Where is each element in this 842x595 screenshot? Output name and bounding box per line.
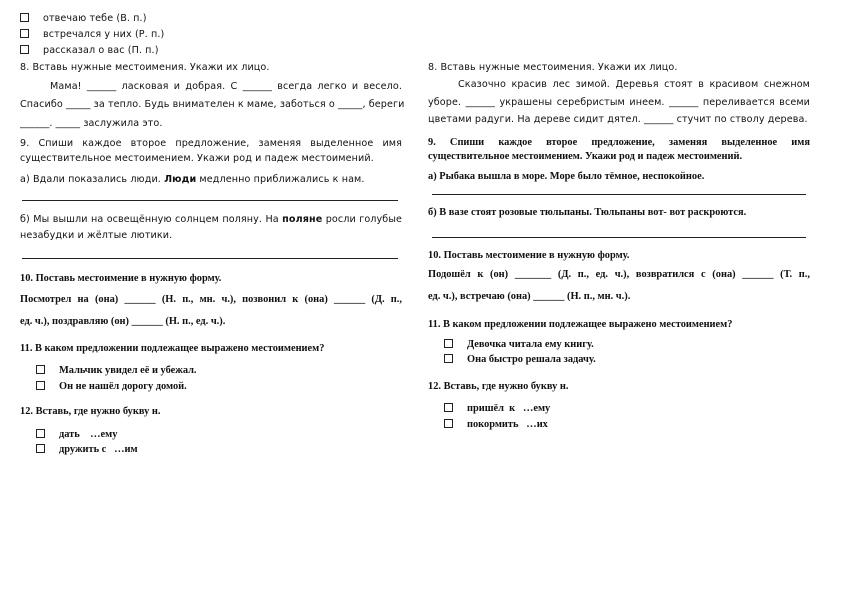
task11-title: 11. В каком предложении подлежащее выражено местоимением?	[428, 319, 733, 330]
task11-option: Девочка читала ему книгу.	[444, 338, 810, 351]
task8-line: Мама! ______ ласковая и добрая. С ______ всегда легко и весело.	[50, 81, 402, 92]
task11-option: Мальчик увидел её и убежал.	[36, 364, 402, 377]
task8-line: ______. _____ заслужила это.	[20, 118, 163, 129]
task12-option: пришёл к …ему	[444, 402, 810, 415]
task9-title: существительное местоимением. Укажи род и падеж местоимений.	[428, 151, 743, 162]
checkbox-icon[interactable]	[444, 354, 453, 363]
task10-line: ед. ч.), встречаю (она) ______ (Н. п., мн. ч.).	[428, 291, 631, 302]
task9-sentence-b: незабудки и жёлтые лютики.	[20, 230, 173, 241]
task11-option: Он не нашёл дорогу домой.	[36, 380, 402, 393]
checkbox-icon[interactable]	[20, 29, 29, 38]
task8-line: Спасибо _____ за тепло. Будь внимателен к маме, заботься о _____, береги	[20, 99, 405, 110]
task12-title: 12. Вставь, где нужно букву н.	[428, 381, 569, 392]
task8-title: 8. Вставь нужные местоимения. Укажи их лицо.	[20, 62, 270, 73]
task9-sentence-b: б) Мы вышли на освещённую солнцем поляну. На поляне росли голубые	[20, 214, 403, 225]
task9-title: существительное местоимением. Укажи род и падеж местоимений.	[20, 153, 374, 164]
task10-line: Подошёл к (он) _______ (Д. п., ед. ч.), возвратился с (она) ______ (Т. п.,	[428, 269, 810, 280]
answer-line[interactable]	[432, 237, 806, 238]
task9-sentence-b: б) В вазе стоят розовые тюльпаны. Тюльпаны вот- вот раскроются.	[428, 207, 747, 218]
task9-title: 9. Спиши каждое второе предложение, заменяя выделенное имя	[20, 138, 402, 149]
answer-line[interactable]	[22, 200, 398, 201]
task8-line: цветами радуги. На дереве сидит дятел. ______ стучит по стволу дерева.	[428, 114, 808, 125]
task8-title: 8. Вставь нужные местоимения. Укажи их лицо.	[428, 62, 678, 73]
option-checkbox-row: рассказал о вас (П. п.)	[20, 44, 402, 57]
option-checkbox-row: встречался у них (Р. п.)	[20, 28, 402, 41]
task12-option: дружить с …им	[36, 443, 402, 456]
task10-line: ед. ч.), поздравляю (он) ______ (Н. п., ед. ч.).	[20, 316, 226, 327]
task11-title: 11. В каком предложении подлежащее выражено местоимением?	[20, 343, 325, 354]
answer-line[interactable]	[22, 258, 398, 259]
checkbox-icon[interactable]	[444, 419, 453, 428]
task10-line: Посмотрел на (она) ______ (Н. п., мн. ч.), позвонил к (она) ______ (Д. п.,	[20, 294, 402, 305]
task10-title: 10. Поставь местоимение в нужную форму.	[428, 250, 630, 261]
task12-title: 12. Вставь, где нужно букву н.	[20, 406, 161, 417]
task8-line: Сказочно красив лес зимой. Деревья стоят в красивом снежном	[458, 79, 810, 90]
task11-option: Она быстро решала задачу.	[444, 353, 810, 366]
task12-option: покормить …их	[444, 418, 810, 431]
option-checkbox-row: отвечаю тебе (В. п.)	[20, 12, 402, 25]
task10-title: 10. Поставь местоимение в нужную форму.	[20, 273, 222, 284]
checkbox-icon[interactable]	[444, 403, 453, 412]
task9-sentence-a: а) Рыбака вышла в море. Море было тёмное, неспокойное.	[428, 171, 705, 182]
checkbox-icon[interactable]	[444, 339, 453, 348]
checkbox-icon[interactable]	[36, 365, 45, 374]
checkbox-icon[interactable]	[36, 381, 45, 390]
task12-option: дать …ему	[36, 428, 402, 441]
checkbox-icon[interactable]	[20, 45, 29, 54]
checkbox-icon[interactable]	[20, 13, 29, 22]
task8-line: уборе. ______ украшены серебристым инеем. ______ переливается всеми	[428, 97, 810, 108]
checkbox-icon[interactable]	[36, 444, 45, 453]
task9-title: 9. Спиши каждое второе предложение, заменяя выделенное имя	[428, 137, 810, 148]
checkbox-icon[interactable]	[36, 429, 45, 438]
answer-line[interactable]	[432, 194, 806, 195]
task9-sentence-a: а) Вдали показались люди. Люди медленно приближались к нам.	[20, 174, 365, 185]
